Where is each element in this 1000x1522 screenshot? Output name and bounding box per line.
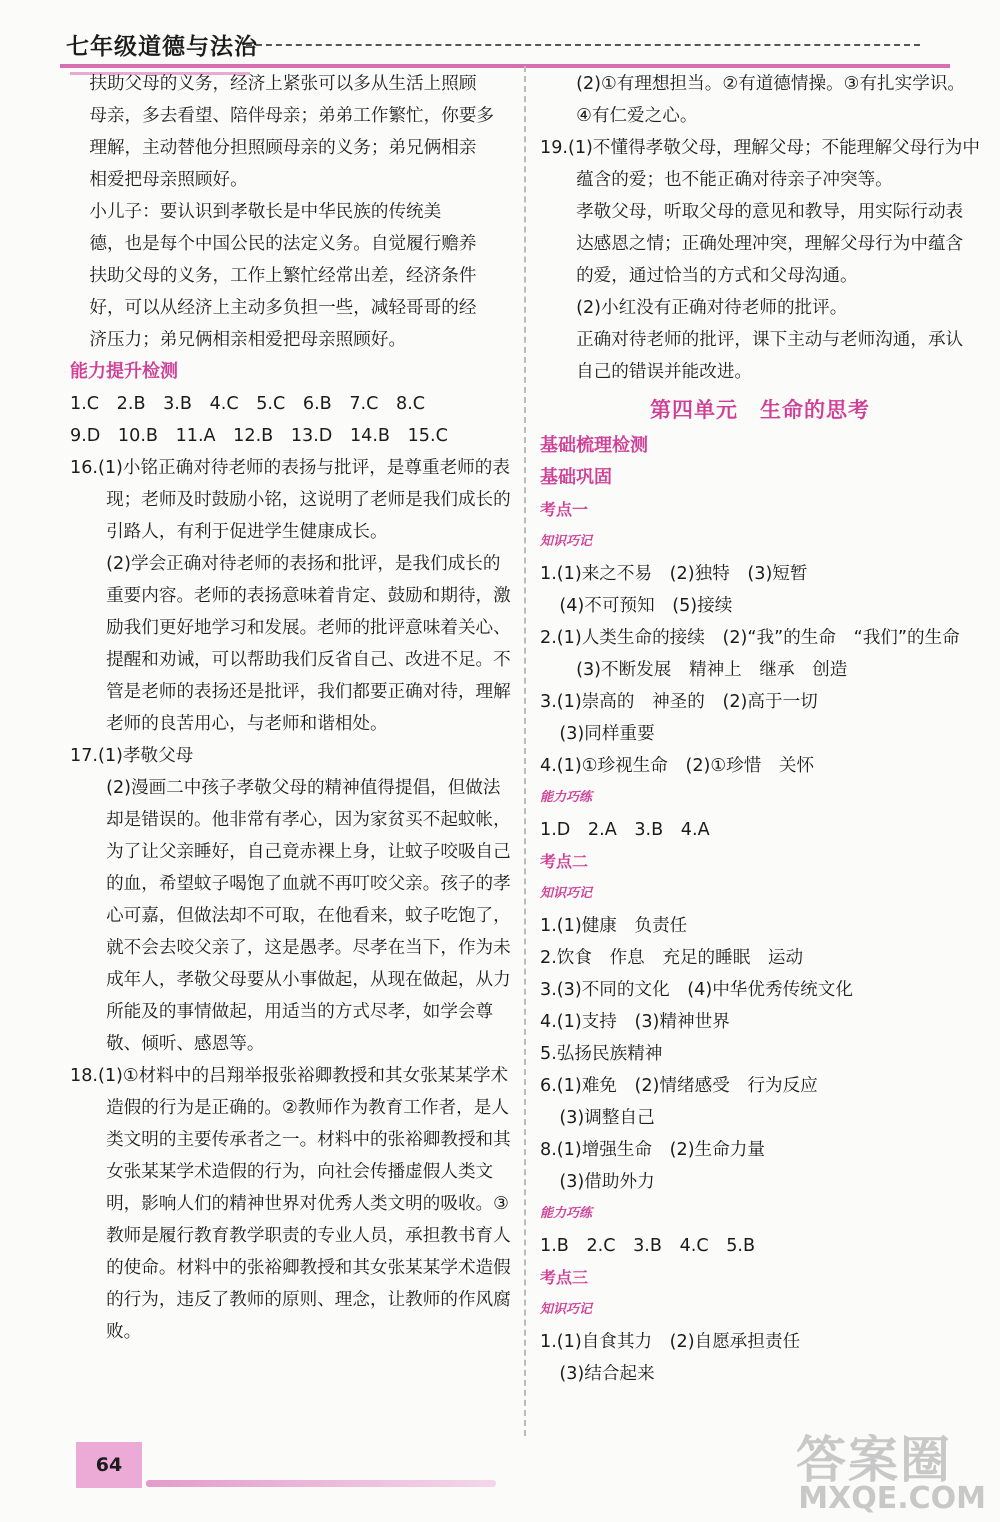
right-paragraph: 1.(1)来之不易 (2)独特 (3)短暂 bbox=[540, 564, 808, 584]
right-paragraph: 知识巧记 bbox=[540, 534, 593, 549]
left-paragraph: 扶助父母的义务，工作上繁忙经常出差，经济条件 bbox=[89, 266, 477, 286]
right-paragraph: (2)①有理想担当。②有道德情操。③有扎实学识。④有仁爱之心。 bbox=[576, 74, 966, 126]
right-paragraph: 2.(1)人类生命的接续 (2)“我”的生命 “我们”的生命 (3)不断发展 精神上 继承 创造 bbox=[540, 628, 978, 680]
right-paragraph: 1.D 2.A 3.B 4.A bbox=[540, 820, 710, 840]
footer-accent-bar bbox=[146, 1480, 496, 1487]
right-paragraph: 能力巧练 bbox=[540, 790, 593, 805]
right-paragraph: 知识巧记 bbox=[540, 886, 593, 901]
left-paragraph: (2)漫画二中孩子孝敬父母的精神值得提倡，但做法却是错误的。他非常有孝心，因为家贫买不起蚊帐，为了让父亲睡好，自己竟赤裸上身，让蚊子咬吸自己的血，希望蚊子喝饱了血就不再叮咬父亲。孩子的孝心可嘉，但做法却不可取，在他看来，蚊子吃饱了，就不会去咬父亲了，这是愚孝。尽孝在当下，作为未成年人，孝敬父母要从小事做起，从现在做起，从力所能及的事情做起，用适当的方式尽孝，如学会尊敬、倾听、感恩等。 bbox=[106, 778, 511, 1054]
right-paragraph: 4.(1)支持 (3)精神世界 bbox=[540, 1012, 730, 1032]
watermark-url: MXQE.COM bbox=[798, 1481, 986, 1516]
right-paragraph: 基础梳理检测 bbox=[540, 435, 648, 456]
right-paragraph: 1.(1)自食其力 (2)自愿承担责任 bbox=[540, 1332, 801, 1352]
left-paragraph: 1.C 2.B 3.B 4.C 5.C 6.B 7.C 8.C bbox=[70, 394, 426, 414]
watermark-logo bbox=[796, 1420, 986, 1516]
right-paragraph: 19.(1)不懂得孝敬父母，理解父母；不能理解父母行为中蕴含的爱；也不能正确对待亲子冲突等。 bbox=[540, 138, 980, 190]
right-paragraph: 能力巧练 bbox=[540, 1206, 593, 1221]
column-divider bbox=[524, 66, 526, 1436]
page-number: 64 bbox=[76, 1442, 142, 1488]
left-paragraph: 相爱把母亲照顾好。 bbox=[89, 170, 248, 190]
right-paragraph: 知识巧记 bbox=[540, 1302, 593, 1317]
right-paragraph: (3)调整自己 bbox=[559, 1108, 655, 1128]
right-paragraph: 3.(1)崇高的 神圣的 (2)高于一切 bbox=[540, 692, 818, 712]
header-dashed-rule bbox=[246, 44, 920, 46]
right-paragraph: 正确对待老师的批评，课下主动与老师沟通，承认自己的错误并能改进。 bbox=[576, 330, 964, 382]
right-paragraph: (4)不可预知 (5)接续 bbox=[559, 596, 733, 616]
left-paragraph: 理解，主动替他分担照顾母亲的义务；弟兄俩相亲 bbox=[89, 138, 477, 158]
right-paragraph: 第四单元 生命的思考 bbox=[650, 398, 870, 422]
right-paragraph: 5.弘扬民族精神 bbox=[540, 1044, 663, 1064]
right-paragraph: (3)结合起来 bbox=[559, 1364, 655, 1384]
right-paragraph: 考点三 bbox=[540, 1268, 589, 1287]
right-paragraph: 6.(1)难免 (2)情绪感受 行为反应 bbox=[540, 1076, 818, 1096]
left-paragraph: 能力提升检测 bbox=[70, 361, 178, 382]
right-paragraph: 考点二 bbox=[540, 852, 589, 871]
left-paragraph: 济压力；弟兄俩相亲相爱把母亲照顾好。 bbox=[89, 330, 407, 350]
right-paragraph: 基础巩固 bbox=[540, 467, 612, 488]
left-paragraph: 18.(1)①材料中的吕翔举报张裕卿教授和其女张某某学术造假的行为是正确的。②教师作为教育工作者，是人类文明的主要传承者之一。材料中的张裕卿教授和其女张某某学术造假的行为，向社会传播虚假人类文明，影响人们的精神世界对优秀人类文明的吸收。③教师是履行教育教学职责的专业人员，承担教书育人的使命。材料中的张裕卿教授和其女张某某学术造假的行为，违反了教师的原则、理念，让教师的作风腐败。 bbox=[70, 1066, 511, 1342]
right-paragraph: (3)借助外力 bbox=[559, 1172, 655, 1192]
left-paragraph: 好，可以从经济上主动多负担一些，减轻哥哥的经 bbox=[89, 298, 477, 318]
right-column bbox=[540, 68, 980, 1390]
right-paragraph: 考点一 bbox=[540, 500, 589, 519]
right-paragraph: (2)小红没有正确对待老师的批评。 bbox=[576, 298, 848, 318]
book-title: 七年级道德与法治 bbox=[66, 34, 258, 60]
right-paragraph: 3.(3)不同的文化 (4)中华优秀传统文化 bbox=[540, 980, 853, 1000]
left-paragraph: 扶助父母的义务，经济上紧张可以多从生活上照顾 bbox=[89, 74, 477, 94]
right-paragraph: 4.(1)①珍视生命 (2)①珍惜 关怀 bbox=[540, 756, 815, 776]
right-paragraph: 8.(1)增强生命 (2)生命力量 bbox=[540, 1140, 765, 1160]
left-paragraph: 小儿子：要认识到孝敬长是中华民族的传统美 bbox=[89, 202, 442, 222]
left-paragraph: 德，也是每个中国公民的法定义务。自觉履行赡养 bbox=[89, 234, 477, 254]
right-paragraph: 2.饮食 作息 充足的睡眠 运动 bbox=[540, 948, 804, 968]
left-column bbox=[70, 68, 518, 1348]
right-paragraph: 1.B 2.C 3.B 4.C 5.B bbox=[540, 1236, 756, 1256]
left-paragraph: 母亲，多去看望、陪伴母亲；弟弟工作繁忙，你要多 bbox=[89, 106, 495, 126]
left-paragraph: (2)学会正确对待老师的表扬和批评，是我们成长的重要内容。老师的表扬意味着肯定、鼓励和期待，激励我们更好地学习和发展。老师的批评意味着关心、提醒和劝诫，可以帮助我们反省自己、改进不足。不管是老师的表扬还是批评，我们都要正确对待，理解老师的良苦用心，与老师和谐相处。 bbox=[106, 554, 511, 734]
left-paragraph: 17.(1)孝敬父母 bbox=[70, 746, 194, 766]
right-paragraph: (3)同样重要 bbox=[559, 724, 655, 744]
left-paragraph: 16.(1)小铭正确对待老师的表扬与批评，是尊重老师的表现；老师及时鼓励小铭，这说明了老师是我们成长的引路人，有利于促进学生健康成长。 bbox=[70, 458, 511, 542]
left-paragraph: 9.D 10.B 11.A 12.B 13.D 14.B 15.C bbox=[70, 426, 448, 446]
right-paragraph: 孝敬父母，听取父母的意见和教导，用实际行动表达感恩之情；正确处理冲突，理解父母行为中蕴含的爱，通过恰当的方式和父母沟通。 bbox=[576, 202, 964, 286]
right-paragraph: 1.(1)健康 负责任 bbox=[540, 916, 688, 936]
watermark-text: 答案圈 bbox=[796, 1431, 952, 1489]
